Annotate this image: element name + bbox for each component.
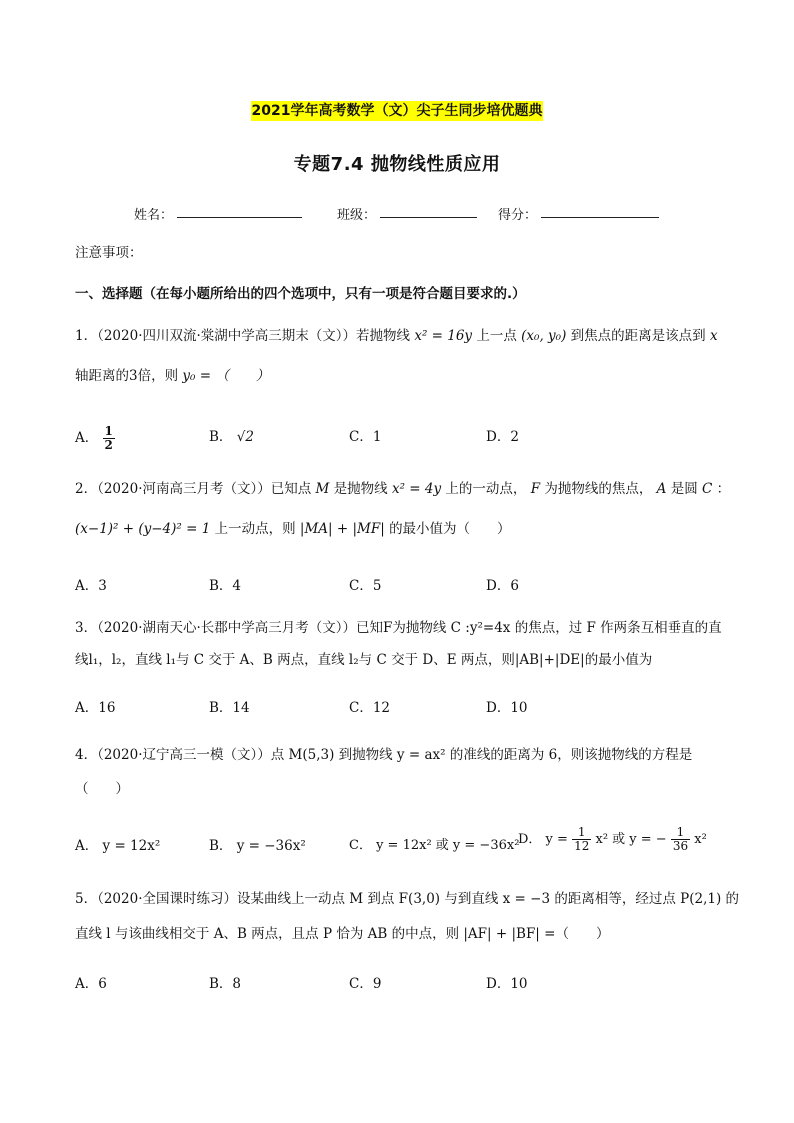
question-1-line-2 [75,367,269,385]
q4-option-a: A． y = 12x² [75,838,161,854]
score-label: 得分： [498,208,538,223]
q1-option-b-value: √2 [236,429,254,445]
q1-equation: x² = 16y [414,328,473,344]
q1-text-tail: 到焦点的距离是该点到 [570,328,706,344]
q4-frac2-denominator: 36 [672,839,689,853]
question-3-line-2: 线l₁，l₂，直线 l₁与 C 交于 A、B 两点，直线 l₂与 C 交于 D、E 两点，则|AB|+|DE|的最小值为 [75,652,653,668]
q1-point: (x₀, y₀) [521,328,567,344]
question-5-line-2: 直线 l 与该曲线相交于 A、B 两点，且点 P 恰为 AB 的中点，则 |AF| + |BF| =（ ） [75,926,610,942]
section-heading: 一、选择题（在每小题所给出的四个选项中，只有一项是符合题目要求的.） [75,286,526,302]
q1-option-d: D．2 [486,429,519,445]
name-label: 姓名： [134,208,174,223]
q1-text-mid: 上一点 [476,328,517,344]
question-4-line-2: （ ） [75,781,129,797]
question-5-line-1: 5．（2020·全国课时练习）设某曲线上一动点 M 到点 F(3,0) 与到直线 x = −3 的距离相等，经过点 P(2,1) 的 [75,891,740,907]
name-blank [177,217,302,218]
q2-option-b: B．4 [209,578,242,594]
q2-var-c: C [702,481,713,497]
page-title: 专题7.4 抛物线性质应用 [293,154,501,175]
q4-option-c: C． y = 12x² 或 y = −36x² [349,838,520,853]
class-label: 班级： [337,208,377,223]
q4-option-d-mid: x² 或 y = − [595,832,667,847]
q4-frac1-numerator: 1 [572,826,591,840]
q4-option-d-fraction-1 [572,826,591,853]
q1-option-a-fraction [103,425,115,452]
q4-option-d-label: D． y = [518,832,568,847]
q4-option-d-end: x² [694,832,707,847]
question-4-line-1: 4．（2020·辽宁高三一模（文））点 M(5,3) 到抛物线 y = ax² 的准线的距离为 6，则该抛物线的方程是 [75,747,693,763]
q5-option-b: B．8 [209,976,242,992]
q1-option-a-label: A． [75,430,99,446]
q1-source: 1．（2020·四川双流·棠湖中学高三期末（文））若抛物线 [75,328,411,344]
q2-expression: |MA| + |MF| [299,521,385,537]
q2-option-c: C．5 [349,578,382,594]
question-1-line-1 [75,327,718,345]
q3-option-b: B．14 [209,700,250,716]
question-2-line-2 [75,520,511,538]
q2-text-3: 为抛物线的焦点， [544,481,653,497]
q4-option-d-fraction-2 [671,826,690,853]
class-blank [380,217,477,218]
q5-option-a: A．6 [75,976,107,992]
q2-circle-equation: (x−1)² + (y−4)² = 1 [75,521,211,537]
question-2-line-1 [75,480,730,498]
q5-option-c: C．9 [349,976,382,992]
q5-option-d: D．10 [486,976,528,992]
q2-source: 2．（2020·河南高三月考（文））已知点 [75,481,312,497]
q1-fraction-numerator: 1 [104,424,113,438]
q1-option-c: C．1 [349,429,382,445]
q3-option-d: D．10 [486,700,528,716]
q1-line2-text: 轴距离的3倍，则 [75,368,179,384]
q2-var-m: M [315,481,330,497]
q2-text-5: 上一动点，则 [214,521,296,537]
q1-fraction-denominator: 2 [104,438,113,452]
q4-option-b: B． y = −36x² [209,838,306,854]
score-blank [541,217,659,218]
q3-option-a: A．16 [75,700,116,716]
q3-option-c: C．12 [349,700,391,716]
q2-var-f: F [530,481,541,497]
q2-text-4: 是圆 [670,481,698,497]
q2-equation: x² = 4y [391,481,442,497]
q2-text-6: 的最小值为（ ） [389,521,511,537]
q4-frac2-numerator: 1 [671,826,690,840]
series-banner [0,100,794,120]
q2-text-1: 是抛物线 [333,481,388,497]
q2-option-d: D．6 [486,578,519,594]
series-title: 2021学年高考数学（文）尖子生同步培优题典 [251,103,543,119]
question-3-line-1: 3．（2020·湖南天心·长郡中学高三月考（文））已知F为抛物线 C :y²=4x 的焦点，过 F 作两条互相垂直的直 [75,620,722,636]
q2-colon: ： [716,481,731,497]
q2-text-2: 上的一动点， [445,481,527,497]
q1-option-b-label: B． [209,429,233,445]
q1-option-b [209,425,254,445]
q2-option-a: A．3 [75,578,107,594]
q4-option-d [518,826,707,853]
q1-x-var: x [709,328,718,344]
q4-frac1-denominator: 12 [574,839,590,853]
q2-var-a: A [656,481,667,497]
q1-option-a [75,425,115,452]
q1-y0: y₀ = （ ） [182,368,270,384]
notice-heading: 注意事项： [75,245,143,261]
